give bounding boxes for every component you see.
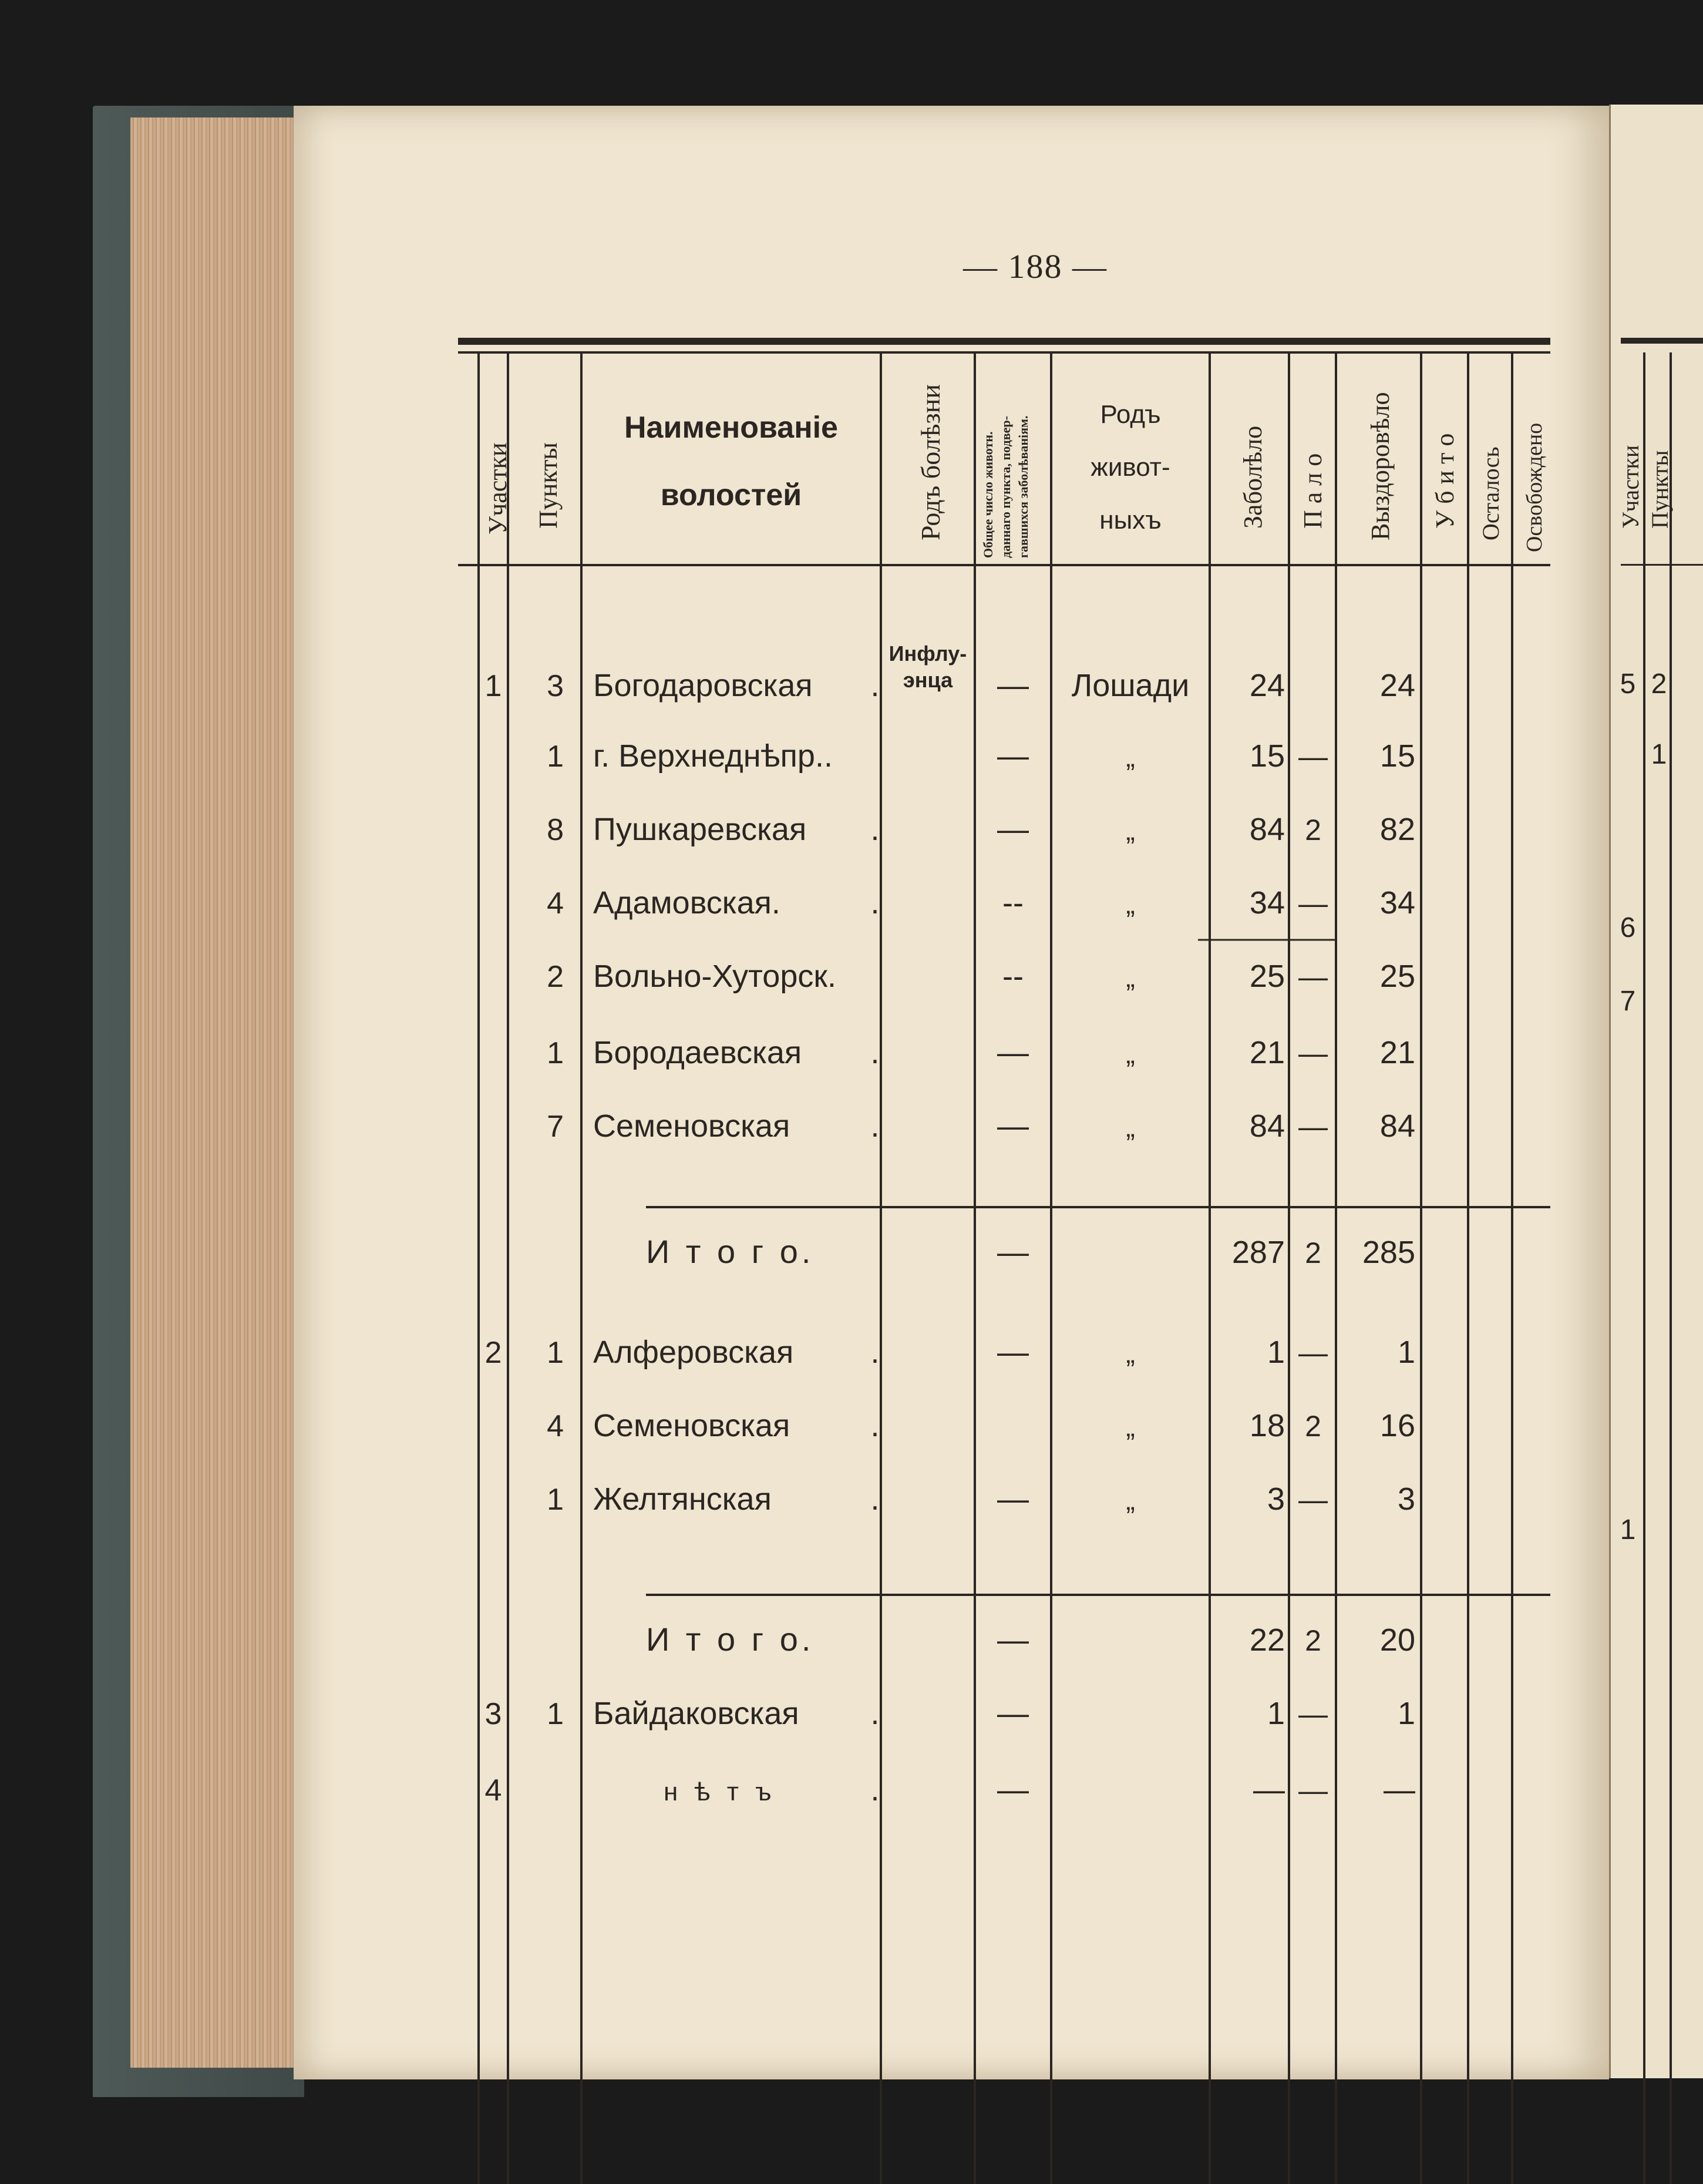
row-rod-zhivotnykh: „: [1126, 1412, 1135, 1442]
header-ubito: У б и т о: [1431, 433, 1459, 529]
header-rule: [458, 564, 1550, 566]
row-uchastok: 1: [484, 669, 502, 703]
row-zabolelo: 287: [1231, 1235, 1285, 1270]
disease-label-1: Инфлу-: [888, 641, 967, 666]
row-zabolelo: 1: [1267, 1696, 1285, 1731]
row-volost-name: И т о г о.: [646, 1621, 815, 1658]
row-obshchee: —: [997, 1481, 1029, 1517]
row-volost-name: Алферовская: [593, 1335, 794, 1370]
row-punkt: 1: [547, 1697, 564, 1731]
row-obshchee: —: [997, 738, 1029, 774]
row-palo: —: [1298, 1774, 1328, 1807]
row-obshchee: —: [997, 668, 1029, 703]
row-rod-zhivotnykh: „: [1126, 815, 1135, 846]
header-ostalos: Осталось: [1477, 446, 1504, 540]
row-vyzdorovelo: —: [1384, 1772, 1415, 1807]
row-palo: —: [1298, 1037, 1328, 1070]
right-num-7: 7: [1620, 986, 1636, 1017]
header-zabolelo: Заболѣло: [1238, 425, 1267, 529]
row-obshchee: --: [1002, 885, 1024, 920]
row-zabolelo: 25: [1249, 959, 1285, 994]
right-num-6: 6: [1620, 912, 1636, 943]
row-rod-zhivotnykh: „: [1126, 962, 1135, 993]
row-zabolelo: 21: [1249, 1035, 1285, 1070]
row-punkt: 4: [547, 886, 564, 920]
row-dot: .: [870, 1035, 880, 1070]
page-number: — 188 —: [963, 247, 1108, 285]
row-obshchee: —: [997, 1622, 1029, 1658]
header-obshchee-2: даннаго пункта, подвер-: [998, 416, 1013, 558]
row-punkt: 1: [547, 1036, 564, 1070]
header-rod-bolezni: Родъ болѣзни: [916, 384, 945, 540]
row-volost-name: Адамовская.: [593, 885, 780, 920]
right-num-2: 2: [1651, 668, 1667, 700]
row-volost-name: Пушкаревская: [593, 812, 807, 847]
row-obshchee: —: [997, 1696, 1029, 1731]
row-vyzdorovelo: 82: [1379, 812, 1415, 847]
row-palo: 2: [1305, 1237, 1321, 1269]
row-palo: 2: [1305, 1410, 1321, 1443]
row-palo: —: [1298, 740, 1328, 773]
row-rod-zhivotnykh: Лошади: [1071, 668, 1190, 703]
row-volost-name: г. Верхнеднѣпр..: [593, 738, 833, 774]
row-obshchee: —: [997, 812, 1029, 847]
row-dot: .: [870, 1696, 880, 1731]
table-body: [485, 668, 1415, 1807]
disease-label-2: энца: [903, 668, 953, 692]
row-rod-zhivotnykh: „: [1126, 1039, 1135, 1069]
row-rod-zhivotnykh: „: [1126, 1112, 1135, 1143]
row-zabolelo: 24: [1249, 668, 1285, 703]
row-obshchee: --: [1002, 959, 1024, 994]
row-volost-name: И т о г о.: [646, 1233, 815, 1270]
row-volost-name: Семеновская: [593, 1408, 790, 1443]
row-obshchee: —: [997, 1235, 1029, 1270]
row-volost-name: Байдаковская: [593, 1696, 799, 1731]
row-uchastok: 4: [484, 1773, 502, 1807]
row-volost-name: Семеновская: [593, 1108, 790, 1144]
row-zabolelo: —: [1253, 1772, 1285, 1807]
row-punkt: 7: [547, 1110, 564, 1144]
row-vyzdorovelo: 21: [1379, 1035, 1415, 1070]
header-name-line2: волостей: [660, 478, 802, 512]
row-dot: .: [870, 1108, 880, 1144]
row-punkt: 1: [547, 740, 564, 774]
row-zabolelo: 3: [1267, 1481, 1285, 1517]
right-header-rule: [1621, 564, 1703, 566]
row-dot: .: [870, 1408, 880, 1443]
row-zabolelo: 84: [1249, 1108, 1285, 1144]
right-top-rule: [1621, 338, 1703, 344]
header-vyzdorovelo: Выздоровѣло: [1366, 392, 1395, 540]
right-num-1: 1: [1651, 739, 1667, 770]
header-name-line1: Наименованіе: [624, 411, 838, 445]
header-rod-zhiv-3: ныхъ: [1099, 506, 1162, 535]
row-vyzdorovelo: 16: [1379, 1408, 1415, 1443]
row-zabolelo: 22: [1249, 1622, 1285, 1658]
row-dot: .: [870, 1481, 880, 1517]
row-vyzdorovelo: 1: [1397, 1335, 1415, 1370]
row-zabolelo: 1: [1267, 1335, 1285, 1370]
right-num-5: 5: [1620, 668, 1636, 700]
row-vyzdorovelo: 84: [1379, 1108, 1415, 1144]
row-volost-name: Богодаровская: [593, 668, 813, 703]
header-rod-zhiv-2: живот-: [1091, 453, 1170, 482]
row-zabolelo: 84: [1249, 812, 1285, 847]
row-punkt: 3: [547, 669, 564, 703]
row-obshchee: —: [997, 1772, 1029, 1807]
row-zabolelo: 15: [1249, 738, 1285, 774]
header-uchastki: Участки: [483, 442, 512, 535]
row-rod-zhivotnykh: „: [1126, 1338, 1135, 1369]
row-palo: —: [1298, 1698, 1328, 1731]
row-vyzdorovelo: 34: [1379, 885, 1415, 920]
row-dot: .: [870, 1335, 880, 1370]
row-dot: .: [870, 668, 880, 703]
row-vyzdorovelo: 25: [1379, 959, 1415, 994]
row-dot: .: [870, 812, 880, 847]
row-uchastok: 2: [484, 1336, 502, 1370]
row-volost-name: Бородаевская: [593, 1035, 802, 1070]
row-vyzdorovelo: 285: [1362, 1235, 1415, 1270]
row-obshchee: —: [997, 1035, 1029, 1070]
row-punkt: 8: [547, 813, 564, 847]
row-zabolelo: 34: [1249, 885, 1285, 920]
row-volost-name: н ѣ т ъ: [664, 1778, 776, 1806]
header-obshchee-3: гавшихся заболѣваніям.: [1016, 415, 1031, 558]
header-osvobozhdeno: Освобождено: [1522, 422, 1547, 552]
row-vyzdorovelo: 24: [1379, 668, 1415, 703]
row-punkt: 4: [547, 1409, 564, 1443]
row-rod-zhivotnykh: „: [1126, 742, 1135, 772]
row-zabolelo: 18: [1249, 1408, 1285, 1443]
right-header-punkty: Пункты: [1647, 450, 1673, 529]
right-num-1b: 1: [1620, 1514, 1636, 1545]
row-punkt: 1: [547, 1483, 564, 1517]
row-palo: 2: [1305, 1624, 1321, 1657]
row-palo: —: [1298, 960, 1328, 993]
row-volost-name: Вольно-Хуторск.: [593, 959, 836, 994]
row-dot: .: [870, 1772, 880, 1807]
row-rod-zhivotnykh: „: [1126, 889, 1135, 919]
row-vyzdorovelo: 1: [1397, 1696, 1415, 1731]
row-vyzdorovelo: 3: [1397, 1481, 1415, 1517]
header-obshchee-1: Общее число животн.: [981, 431, 995, 558]
row-obshchee: —: [997, 1335, 1029, 1370]
header-punkty: Пункты: [534, 442, 563, 529]
header-palo: П а л о: [1298, 453, 1327, 529]
row-volost-name: Желтянская: [593, 1481, 772, 1517]
top-rule-thin: [458, 351, 1550, 354]
row-palo: —: [1298, 1110, 1328, 1143]
row-palo: —: [1298, 1483, 1328, 1516]
row-uchastok: 3: [484, 1697, 502, 1731]
row-vyzdorovelo: 20: [1379, 1622, 1415, 1658]
row-palo: —: [1298, 887, 1328, 920]
right-header-uchastki: Участки: [1617, 445, 1644, 529]
row-palo: 2: [1305, 814, 1321, 846]
top-rule-thick: [458, 338, 1550, 345]
row-vyzdorovelo: 15: [1379, 738, 1415, 774]
header-rod-zhiv-1: Родъ: [1100, 400, 1161, 429]
row-rod-zhivotnykh: „: [1126, 1485, 1135, 1516]
row-punkt: 1: [547, 1336, 564, 1370]
row-palo: —: [1298, 1336, 1328, 1369]
row-obshchee: —: [997, 1108, 1029, 1144]
row-dot: .: [870, 885, 880, 920]
row-punkt: 2: [547, 960, 564, 994]
